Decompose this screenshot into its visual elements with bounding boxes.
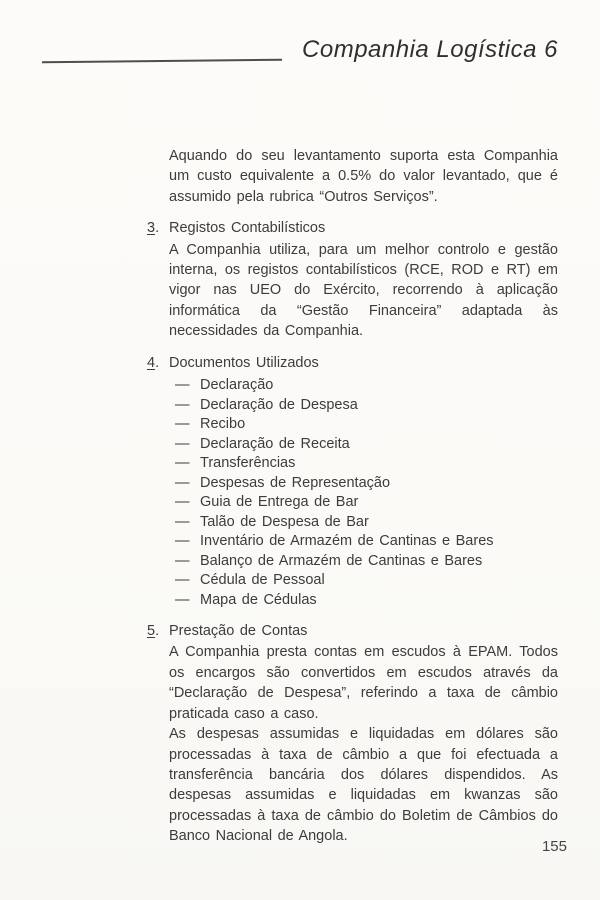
section-title: Prestação de Contas [169, 623, 308, 640]
list-dash: — [175, 591, 190, 608]
list-dash: — [175, 572, 190, 589]
document-list [169, 376, 558, 610]
section-body [147, 240, 558, 342]
page-content [147, 146, 558, 847]
section [147, 621, 558, 846]
list-dash: — [175, 474, 190, 491]
list-label: Recibo [200, 416, 246, 433]
section [147, 218, 558, 341]
list-item [169, 591, 558, 611]
page-number: 155 [541, 838, 567, 855]
list-item [169, 571, 558, 591]
section-title: Documentos Utilizados [169, 354, 319, 371]
list-label: Transferências [200, 455, 296, 472]
header-rule [42, 59, 282, 64]
list-label: Guia de Entrega de Bar [200, 494, 359, 511]
sections [147, 218, 558, 846]
list-dash: — [175, 455, 190, 472]
list-label: Balanço de Armazém de Cantinas e Bares [200, 552, 483, 569]
list-label: Declaração [200, 377, 274, 394]
page-title: Companhia Logística 6 [302, 36, 558, 63]
list-label: Inventário de Armazém de Cantinas e Bares [200, 533, 494, 550]
list-item [169, 493, 558, 513]
list-item [169, 454, 558, 474]
list-item [169, 396, 558, 416]
section-title: Registos Contabilísticos [169, 220, 326, 237]
section-body [147, 376, 558, 610]
section-heading [147, 621, 558, 641]
list-label: Declaração de Despesa [200, 396, 358, 413]
list-item [169, 474, 558, 494]
section [147, 353, 558, 610]
section-number: 4. [147, 354, 160, 371]
list-dash: — [175, 513, 190, 530]
list-dash: — [175, 435, 190, 452]
section-number: 3. [147, 220, 160, 237]
intro-paragraph: Aquando do seu levantamento suporta esta Companhia um custo equivalente a 0.5% do valor levantado, que é assumido pela rubrica “Outros Serviços”. [169, 148, 558, 205]
paragraph: A Companhia utiliza, para um melhor controlo e gestão interna, os registos contabilísticos (RCE, ROD e RT) em vigor nas UEO do Exército, recorrendo à aplicação informática da “Gestão Financeira” adaptada às necessidades da Companhia. [169, 241, 558, 340]
list-dash: — [175, 494, 190, 511]
list-item [169, 415, 558, 435]
list-label: Despesas de Representação [200, 474, 391, 491]
paragraph: As despesas assumidas e liquidadas em dólares são processadas à taxa de câmbio a que foi efectuada a transferência bancária dos dólares dispendidos. As despesas assumidas e liquidadas em kwanzas são processadas à taxa de câmbio do Boletim de Câmbios do Banco Nacional de Angola. [169, 726, 558, 845]
paragraph: A Companhia presta contas em escudos à EPAM. Todos os encargos são convertidos em escudos através da “Declaração de Despesa”, referindo a taxa de câmbio praticada caso a caso. [169, 644, 558, 722]
list-item [169, 513, 558, 533]
section-heading [147, 218, 558, 238]
list-item [169, 532, 558, 552]
section-number: 5. [147, 623, 160, 640]
list-item [169, 376, 558, 396]
list-item [169, 552, 558, 572]
section-heading [147, 353, 558, 373]
list-dash: — [175, 377, 190, 394]
list-dash: — [175, 552, 190, 569]
section-body [147, 642, 558, 846]
list-dash: — [175, 416, 190, 433]
list-dash: — [175, 533, 190, 550]
list-label: Cédula de Pessoal [200, 572, 325, 589]
list-dash: — [175, 396, 190, 413]
list-label: Mapa de Cédulas [200, 591, 317, 608]
list-item [169, 435, 558, 455]
list-label: Talão de Despesa de Bar [200, 513, 369, 530]
list-label: Declaração de Receita [200, 435, 350, 452]
